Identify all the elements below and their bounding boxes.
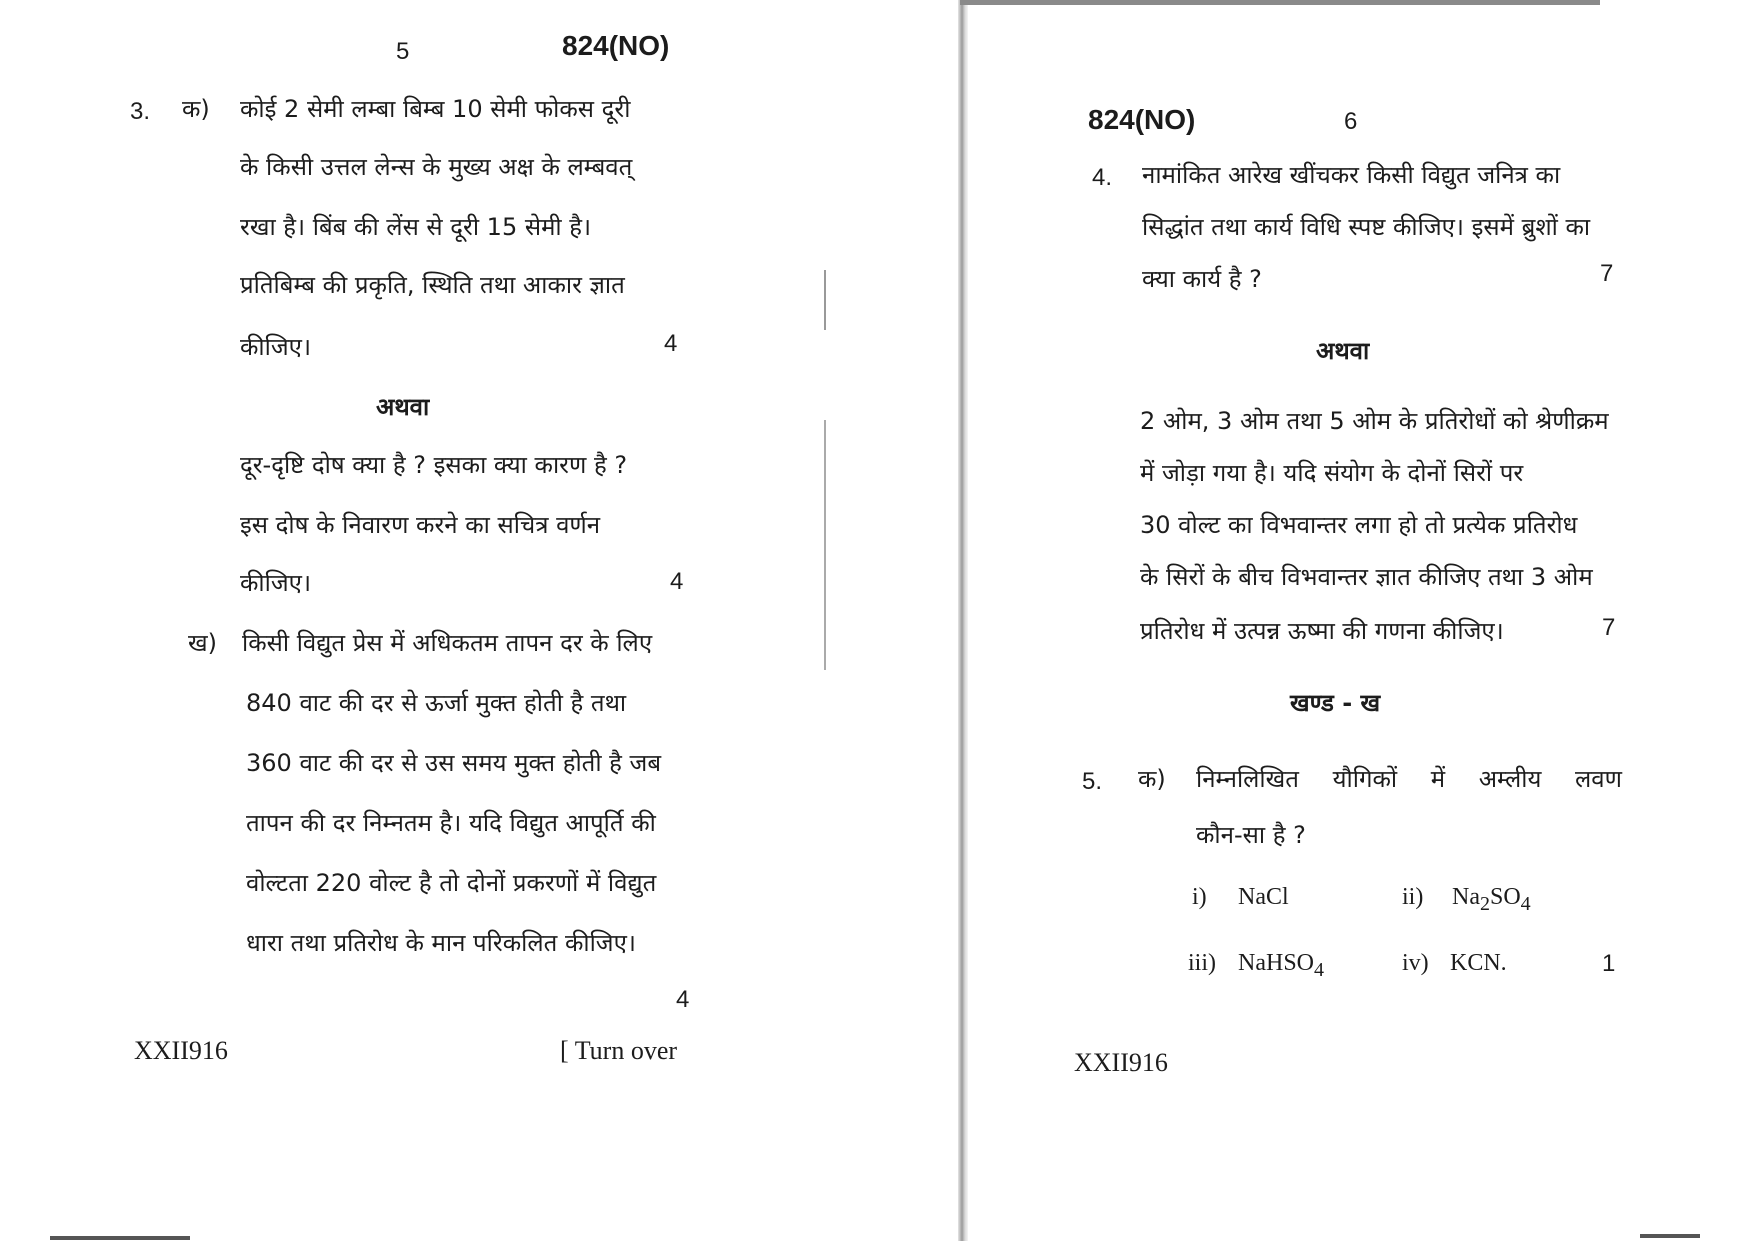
question-line: सिद्धांत तथा कार्य विधि स्पष्ट कीजिए। इसमें ब्रुशों का	[1142, 213, 1591, 241]
page-number: 6	[1344, 108, 1358, 135]
option-formula: NaHSO$_4$	[1238, 950, 1324, 981]
question-line: 2 ओम, 3 ओम तथा 5 ओम के प्रतिरोधों को श्रेणीक्रम	[1140, 407, 1609, 435]
paper-code: 824(NO)	[562, 30, 670, 61]
question-line: नामांकित आरेख खींचकर किसी विद्युत जनित्र का	[1142, 161, 1561, 189]
option-formula: $Na_2SO_4$	[1452, 884, 1531, 915]
question-line: 30 वोल्ट का विभवान्तर लगा हो तो प्रत्येक प्रतिरोध	[1140, 511, 1578, 539]
question-line: रखा है। बिंब की लेंस से दूरी 15 सेमी है।	[240, 213, 592, 241]
question-number-4: 4.	[1092, 164, 1113, 191]
page-number: 5	[396, 38, 410, 65]
question-line: किसी विद्युत प्रेस में अधिकतम तापन दर के लिए	[242, 629, 653, 657]
section-title: खण्ड - ख	[1290, 689, 1381, 717]
part-a-label: क)	[1138, 765, 1166, 793]
question-line: दूर-दृष्टि दोष क्या है ? इसका क्या कारण है ?	[240, 451, 628, 479]
option-formula: NaCl	[1238, 884, 1289, 910]
question-line: धारा तथा प्रतिरोध के मान परिकलित कीजिए।	[246, 929, 636, 957]
footer-code: XXII916	[134, 1036, 228, 1065]
question-line: क्या कार्य है ?	[1142, 265, 1262, 293]
marks: 4	[676, 986, 690, 1013]
option-label: iii)	[1188, 950, 1216, 976]
question-line: में जोड़ा गया है। यदि संयोग के दोनों सिरों पर	[1140, 459, 1524, 487]
question-number-5: 5.	[1082, 768, 1103, 795]
question-line: कीजिए।	[240, 333, 312, 361]
question-line: के सिरों के बीच विभवान्तर ज्ञात कीजिए तथा 3 ओम	[1140, 563, 1593, 591]
question-line: इस दोष के निवारण करने का सचित्र वर्णन	[240, 511, 601, 539]
question-number-3: 3.	[130, 98, 151, 125]
part-a-label: क)	[182, 95, 210, 123]
question-line: वोल्टता 220 वोल्ट है तो दोनों प्रकरणों में विद्युत	[246, 869, 657, 897]
question-line: प्रतिबिम्ब की प्रकृति, स्थिति तथा आकार ज्ञात	[240, 271, 625, 299]
marks: 7	[1602, 614, 1616, 641]
question-line: तापन की दर निम्नतम है। यदि विद्युत आपूर्ति की	[246, 809, 656, 837]
option-label: ii)	[1402, 884, 1424, 910]
part-b-label: ख)	[188, 629, 217, 657]
question-line: कीजिए।	[240, 569, 312, 597]
question-line: कोई 2 सेमी लम्बा बिम्ब 10 सेमी फोकस दूरी	[240, 95, 631, 123]
option-label: iv)	[1402, 950, 1429, 976]
question-line: प्रतिरोध में उत्पन्न ऊष्मा की गणना कीजिए।	[1140, 617, 1504, 645]
footer-code: XXII916	[1074, 1048, 1168, 1077]
option-label: i)	[1192, 884, 1207, 910]
question-line: 840 वाट की दर से ऊर्जा मुक्त होती है तथा	[246, 689, 627, 717]
question-line: के किसी उत्तल लेन्स के मुख्य अक्ष के लम्बवत्	[240, 153, 633, 181]
question-line: निम्नलिखित यौगिकों में अम्लीय लवण	[1196, 765, 1622, 793]
marks: 4	[664, 330, 678, 357]
question-line: कौन-सा है ?	[1196, 821, 1306, 849]
marks: 7	[1600, 260, 1614, 287]
marks: 4	[670, 568, 684, 595]
or-heading: अथवा	[1316, 337, 1370, 365]
or-heading: अथवा	[376, 393, 430, 421]
paper-code: 824(NO)	[1088, 104, 1196, 135]
option-formula: KCN.	[1450, 950, 1507, 976]
right-page	[960, 0, 1754, 1241]
turn-over-note: [ Turn over	[560, 1036, 678, 1065]
marks: 1	[1602, 950, 1616, 977]
question-line: 360 वाट की दर से उस समय मुक्त होती है जब	[246, 749, 662, 777]
